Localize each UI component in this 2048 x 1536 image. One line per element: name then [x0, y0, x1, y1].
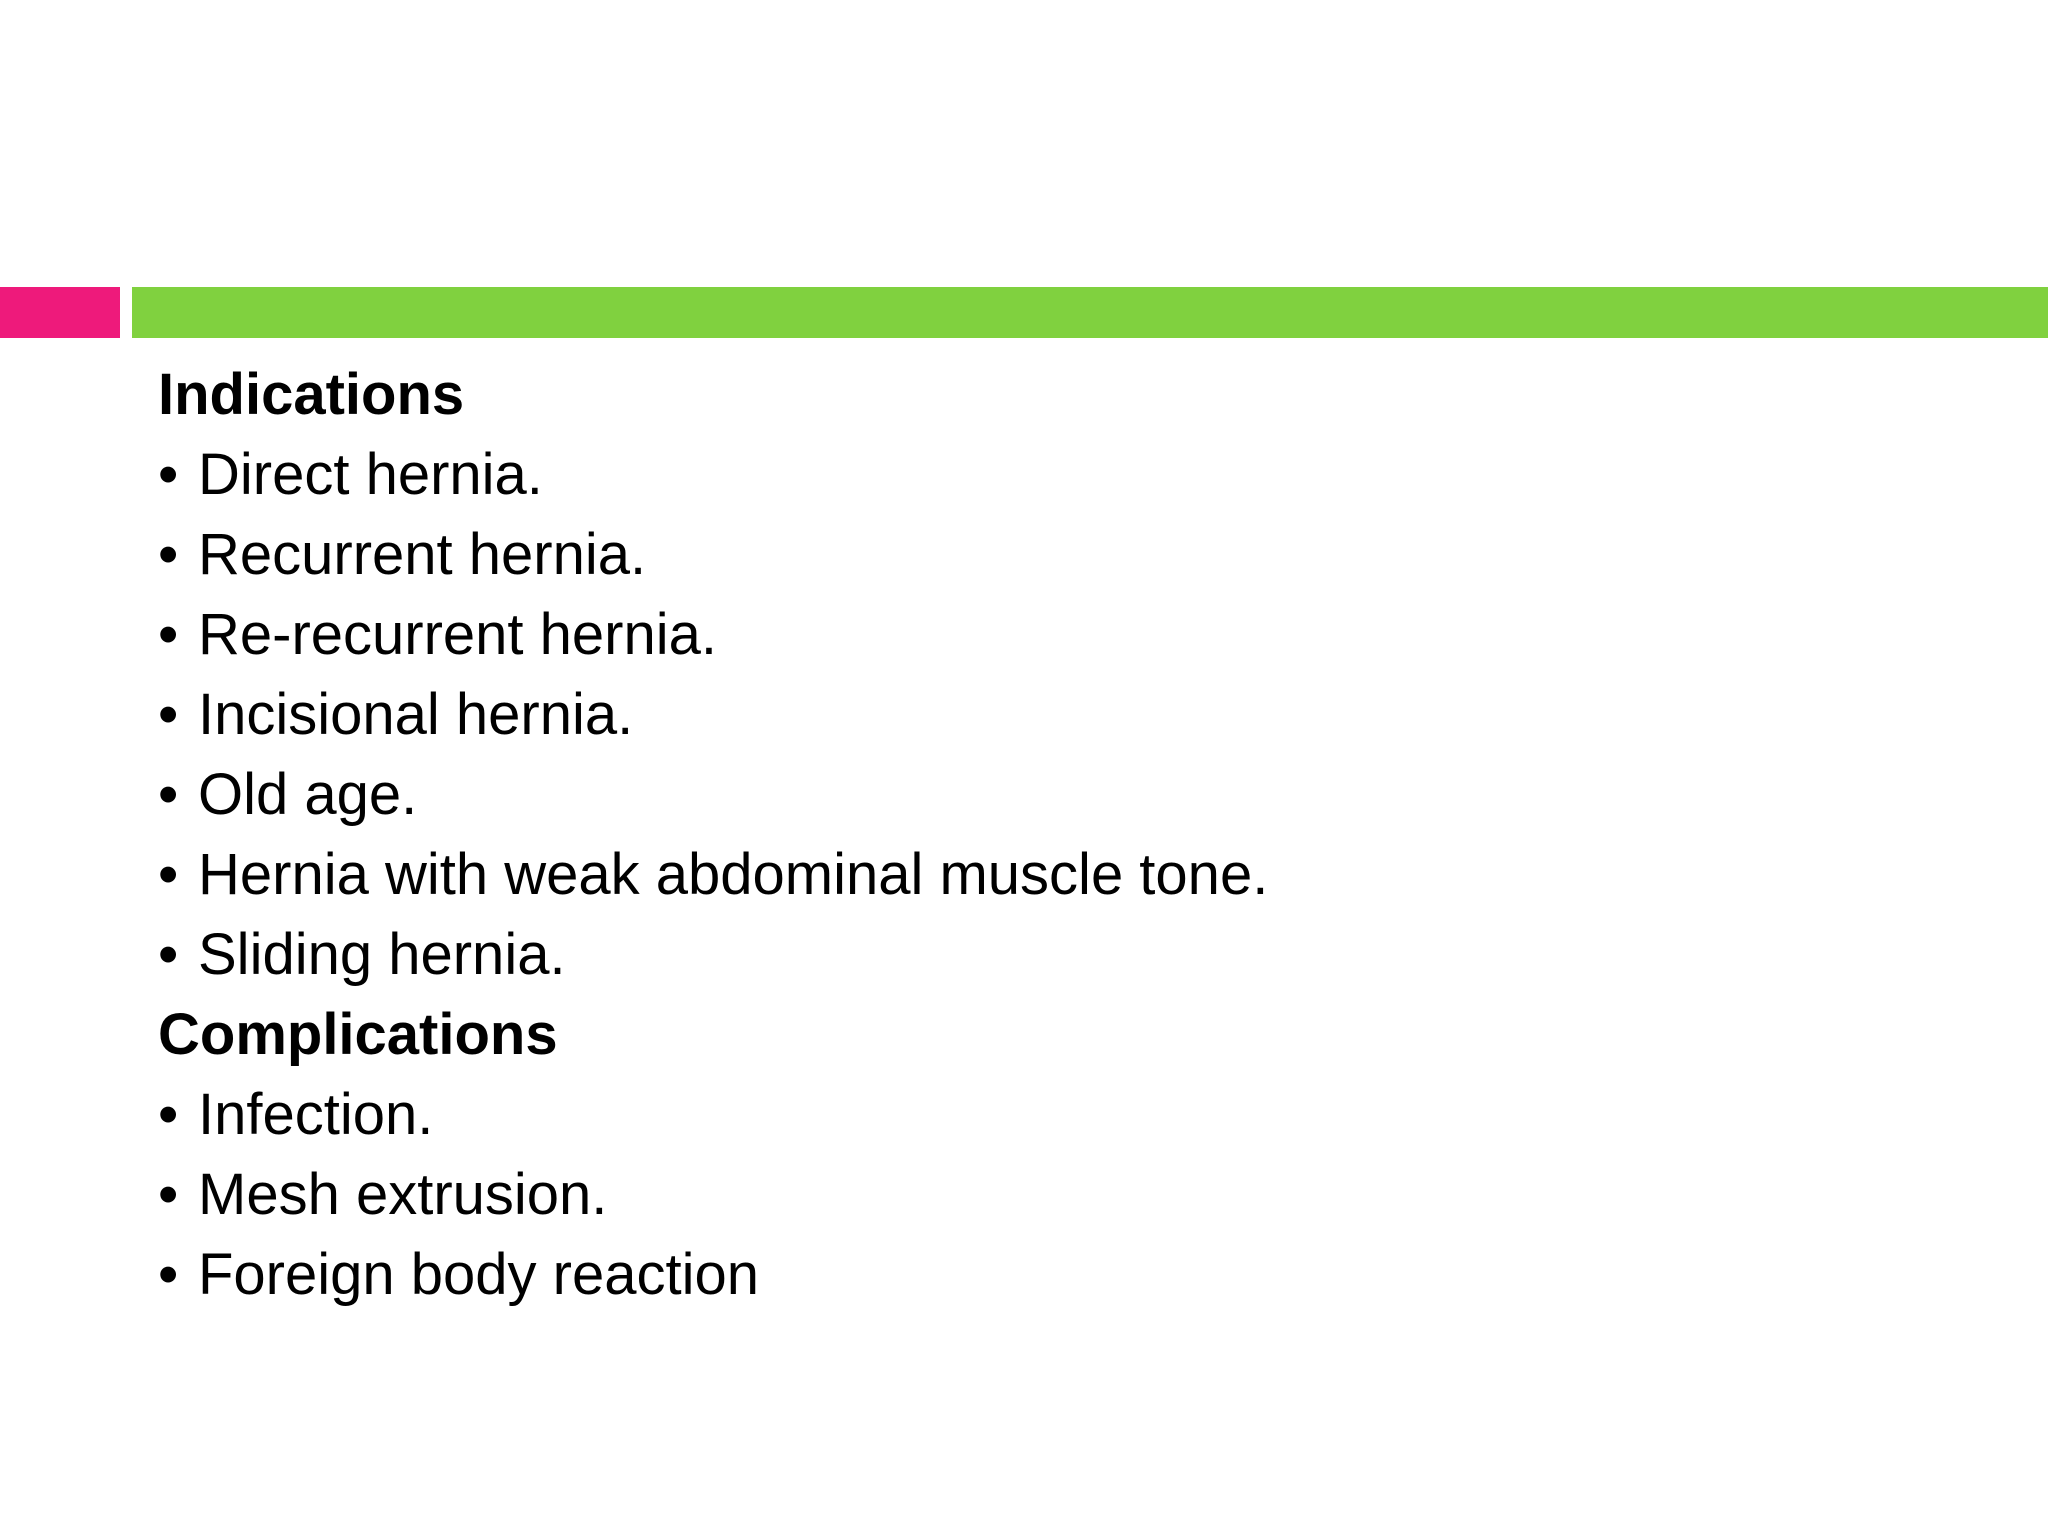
- bullet-icon: •: [158, 922, 179, 987]
- bullet-icon: •: [158, 602, 179, 667]
- bullet-icon: •: [158, 442, 179, 507]
- indications-list: [158, 435, 1958, 995]
- bullet-icon: •: [158, 522, 179, 587]
- header-accent-green: [132, 287, 2048, 338]
- list-item: [158, 595, 1958, 675]
- list-item-text: Sliding hernia.: [198, 922, 566, 987]
- bullet-icon: •: [158, 682, 179, 747]
- list-item: [158, 435, 1958, 515]
- list-item-text: Old age.: [198, 762, 418, 827]
- section-heading: Complications: [158, 1002, 558, 1067]
- list-item: [158, 755, 1958, 835]
- list-item-text: Re-recurrent hernia.: [198, 602, 717, 667]
- list-item: [158, 915, 1958, 995]
- list-item: [158, 1235, 1958, 1315]
- section-heading: Indications: [158, 362, 465, 427]
- list-item-text: Recurrent hernia.: [198, 522, 647, 587]
- complications-list: [158, 1075, 1958, 1315]
- list-item-text: Incisional hernia.: [198, 682, 634, 747]
- bullet-icon: •: [158, 1082, 179, 1147]
- bullet-icon: •: [158, 1162, 179, 1227]
- slide-content: [158, 355, 1958, 1315]
- list-item: [158, 1075, 1958, 1155]
- list-item: [158, 675, 1958, 755]
- indications-section: [158, 355, 1958, 995]
- bullet-icon: •: [158, 842, 179, 907]
- list-item-text: Foreign body reaction: [198, 1242, 759, 1307]
- list-item: [158, 1155, 1958, 1235]
- list-item: [158, 835, 1958, 915]
- list-item-text: Direct hernia.: [198, 442, 543, 507]
- bullet-icon: •: [158, 1242, 179, 1307]
- list-item: [158, 515, 1958, 595]
- complications-section: [158, 995, 1958, 1315]
- bullet-icon: •: [158, 762, 179, 827]
- list-item-text: Hernia with weak abdominal muscle tone.: [198, 842, 1269, 907]
- list-item-text: Mesh extrusion.: [198, 1162, 608, 1227]
- list-item-text: Infection.: [198, 1082, 434, 1147]
- header-accent-pink: [0, 287, 120, 338]
